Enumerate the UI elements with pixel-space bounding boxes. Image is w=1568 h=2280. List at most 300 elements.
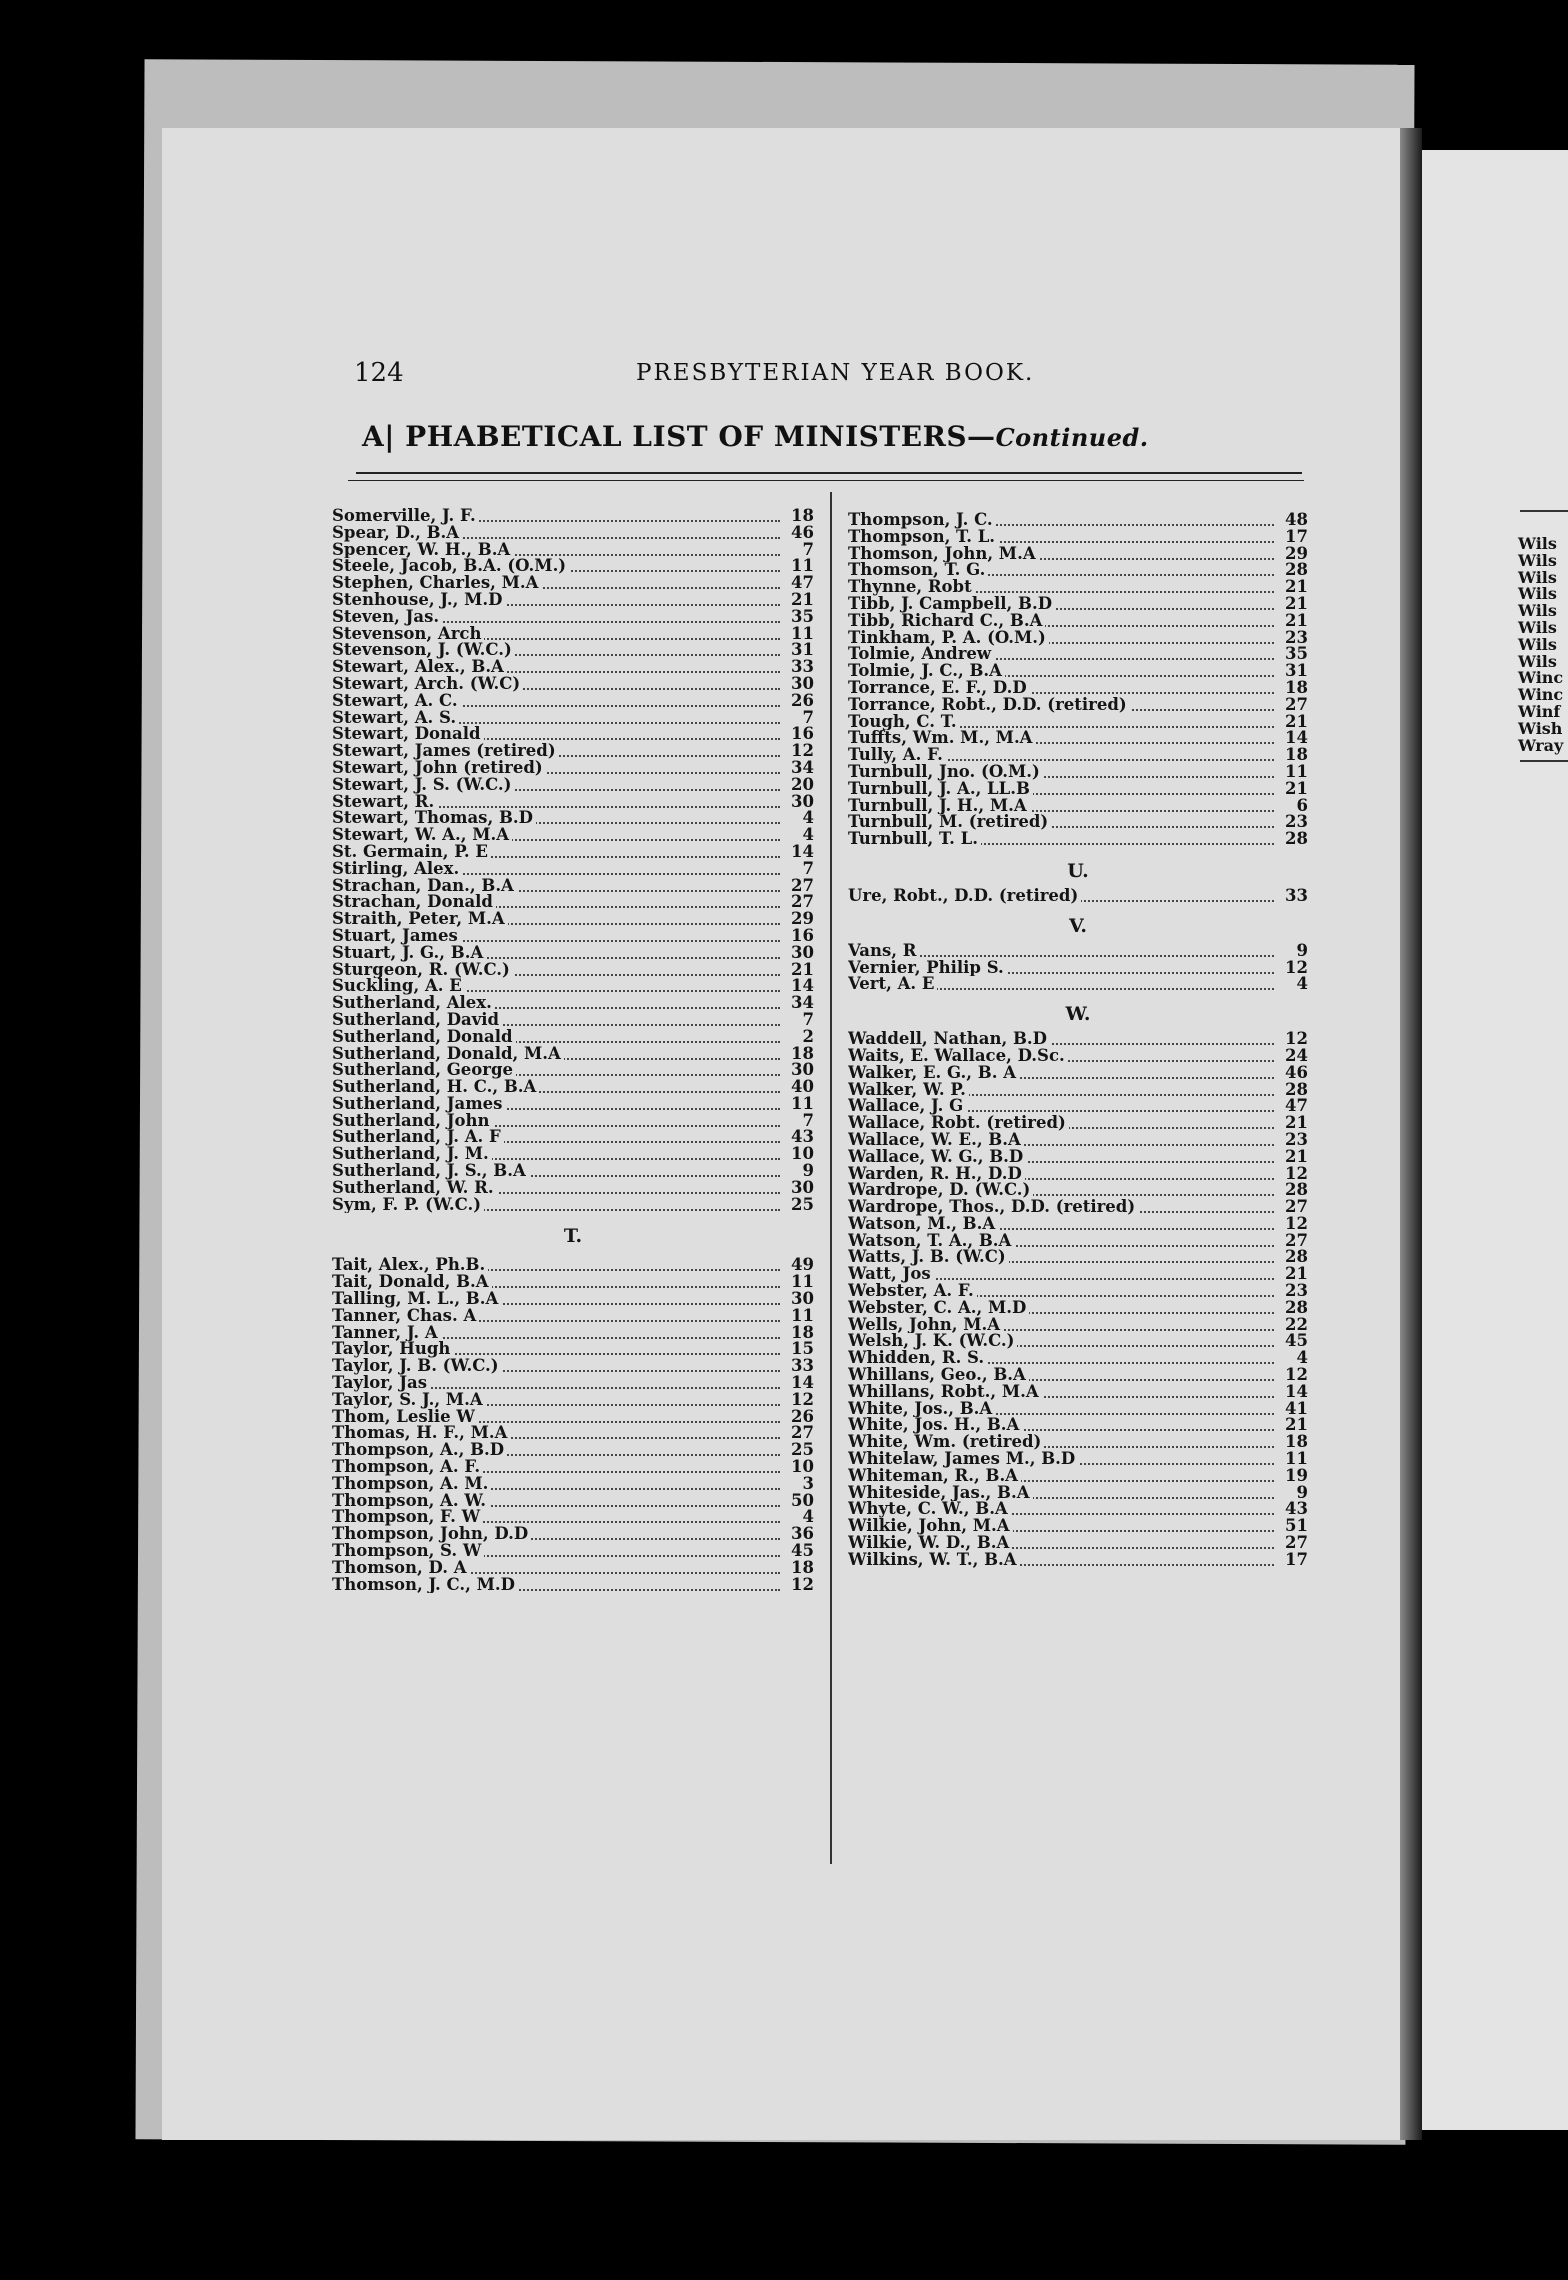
index-entry [848,1468,1308,1485]
index-entry [332,1146,814,1163]
presbytery-number: 28 [1276,1182,1308,1199]
index-entry [332,609,814,626]
index-entry [332,508,814,525]
presbytery-number: 14 [782,1375,814,1392]
minister-name: Torrance, Robt., D.D. (retired) [848,697,1130,714]
index-entry [848,562,1308,579]
section-heading-w: W. [1065,1003,1091,1026]
presbytery-number: 30 [782,1180,814,1197]
index-entry [332,1358,814,1375]
minister-name: Wilkie, John, M.A [848,1518,1013,1535]
index-entry [332,626,814,643]
minister-name: Ure, Robt., D.D. (retired) [848,888,1081,905]
left-column [332,508,814,1593]
presbytery-number: 6 [1276,798,1308,815]
presbytery-number: 27 [782,1425,814,1442]
index-entry [848,1300,1308,1317]
minister-name: Thomson, D. A [332,1560,470,1577]
index-entry [332,1291,814,1308]
index-entry [848,512,1308,529]
presbytery-number: 18 [1276,680,1308,697]
presbytery-number: 12 [782,1392,814,1409]
minister-name: Straith, Peter, M.A [332,911,508,928]
minister-name: Turnbull, Jno. (O.M.) [848,764,1043,781]
presbytery-number: 2 [782,1029,814,1046]
index-entry [332,928,814,945]
index-entry [848,1501,1308,1518]
index-entry [332,1029,814,1046]
minister-name: Wallace, Robt. (retired) [848,1115,1069,1132]
index-entry [332,659,814,676]
presbytery-number: 33 [782,1358,814,1375]
minister-name: Steven, Jas. [332,609,442,626]
minister-name: Thomson, John, M.A [848,546,1039,563]
minister-name: Sutherland, J. A. F [332,1129,504,1146]
presbytery-number: 48 [1276,512,1308,529]
minister-name: Wardrope, Thos., D.D. (retired) [848,1199,1138,1216]
section-heading-t: T. [563,1225,583,1248]
presbytery-number: 43 [1276,1501,1308,1518]
minister-name: Turnbull, M. (retired) [848,814,1051,831]
presbytery-number: 21 [1276,596,1308,613]
index-entry [332,962,814,979]
minister-name: Vernier, Philip S. [848,960,1007,977]
presbytery-number: 27 [1276,1233,1308,1250]
index-entry [332,1197,814,1214]
minister-name: Webster, A. F. [848,1283,977,1300]
presbytery-number: 7 [782,710,814,727]
index-entry [332,894,814,911]
presbytery-number: 30 [782,794,814,811]
minister-name: Watt, Jos [848,1266,934,1283]
index-entry [848,730,1308,747]
index-entry [848,1216,1308,1233]
minister-name: Tough, C. T. [848,714,960,731]
minister-name: Sutherland, Alex. [332,995,495,1012]
minister-name: Whitelaw, James M., B.D [848,1451,1078,1468]
minister-name: Warden, R. H., D.D [848,1166,1025,1183]
presbytery-number: 28 [1276,1249,1308,1266]
presbytery-number: 26 [782,1409,814,1426]
presbytery-number: 9 [782,1163,814,1180]
facing-page-fragment: Wils [1518,634,1557,654]
presbytery-number: 27 [1276,1199,1308,1216]
presbytery-number: 10 [782,1459,814,1476]
minister-name: Thompson, S. W [332,1543,484,1560]
right-column [848,512,1308,1569]
index-entry [848,960,1308,977]
minister-name: Thomson, T. G. [848,562,988,579]
title-rule-top [356,472,1302,474]
list-title [362,420,1149,453]
index-entry [848,1434,1308,1451]
minister-name: Whiteman, R., B.A [848,1468,1021,1485]
index-entry [332,1577,814,1594]
presbytery-number: 21 [782,962,814,979]
minister-name: Tait, Alex., Ph.B. [332,1257,488,1274]
presbytery-number: 40 [782,1079,814,1096]
index-entry [848,1166,1308,1183]
minister-name: Sutherland, John [332,1113,493,1130]
section-heading-u: U. [1067,859,1089,882]
minister-name: Thynne, Robt [848,579,975,596]
presbytery-number: 18 [782,1560,814,1577]
presbytery-number: 15 [782,1341,814,1358]
index-entry [848,579,1308,596]
minister-name: Tully, A. F. [848,747,946,764]
presbytery-number: 47 [782,575,814,592]
page-header [354,358,1054,388]
index-entry [848,831,1308,848]
presbytery-number: 31 [782,642,814,659]
index-entry [332,1442,814,1459]
presbytery-number: 11 [782,558,814,575]
presbytery-number: 12 [1276,1216,1308,1233]
index-entry [848,697,1308,714]
running-title: PRESBYTERIAN YEAR BOOK. [636,360,1035,386]
minister-name: Stuart, J. G., B.A [332,945,486,962]
minister-name: Tuffts, Wm. M., M.A [848,730,1036,747]
entry-list-s [332,508,814,1213]
presbytery-number: 51 [1276,1518,1308,1535]
index-entry [332,978,814,995]
facing-page [1422,150,1568,2130]
minister-name: Wells, John, M.A [848,1317,1003,1334]
facing-page-rule-bottom [1520,760,1568,762]
index-entry [332,827,814,844]
column-divider [830,492,832,1864]
facing-page-fragment: Wils [1518,651,1557,671]
index-entry [848,529,1308,546]
minister-name: Stevenson, J. (W.C.) [332,642,515,659]
index-entry [332,575,814,592]
minister-name: Spencer, W. H., B.A [332,542,513,559]
index-entry [848,1115,1308,1132]
index-entry [332,1543,814,1560]
presbytery-number: 18 [782,1046,814,1063]
presbytery-number: 17 [1276,1552,1308,1569]
minister-name: Wilkie, W. D., B.A [848,1535,1012,1552]
presbytery-number: 33 [782,659,814,676]
title-rule-bottom [348,480,1304,481]
index-entry [332,525,814,542]
page-number: 124 [354,358,404,388]
entry-list-t-continued [848,512,1308,848]
index-entry [848,680,1308,697]
presbytery-number: 41 [1276,1401,1308,1418]
minister-name: Vert, A. E [848,976,937,993]
minister-name: Stewart, J. S. (W.C.) [332,777,514,794]
presbytery-number: 12 [1276,960,1308,977]
minister-name: Talling, M. L., B.A [332,1291,501,1308]
presbytery-number: 25 [782,1197,814,1214]
index-entry [848,1283,1308,1300]
presbytery-number: 18 [782,1325,814,1342]
minister-name: Stenhouse, J., M.D [332,592,505,609]
minister-name: Stewart, A. S. [332,710,459,727]
minister-name: Tinkham, P. A. (O.M.) [848,630,1049,647]
minister-name: Wallace, J. G [848,1098,966,1115]
index-entry [332,1079,814,1096]
index-entry [332,542,814,559]
facing-page-fragment: Wils [1518,617,1557,637]
entry-list-v [848,943,1308,993]
presbytery-number: 49 [782,1257,814,1274]
minister-name: Stephen, Charles, M.A [332,575,541,592]
facing-page-rule-top [1520,510,1568,512]
minister-name: Watts, J. B. (W.C) [848,1249,1009,1266]
minister-name: Welsh, J. K. (W.C.) [848,1333,1017,1350]
index-entry [848,976,1308,993]
minister-name: Tanner, Chas. A [332,1308,479,1325]
minister-name: Tanner, J. A [332,1325,441,1342]
index-entry [332,1012,814,1029]
presbytery-number: 27 [782,894,814,911]
index-entry [332,693,814,710]
minister-name: Tait, Donald, B.A [332,1274,492,1291]
presbytery-number: 4 [782,810,814,827]
presbytery-number: 21 [1276,1417,1308,1434]
presbytery-number: 9 [1276,1485,1308,1502]
presbytery-number: 25 [782,1442,814,1459]
index-entry [848,1199,1308,1216]
minister-name: Taylor, Jas [332,1375,430,1392]
index-entry [332,1560,814,1577]
minister-name: Sturgeon, R. (W.C.) [332,962,513,979]
index-entry [332,995,814,1012]
index-entry [848,1401,1308,1418]
index-entry [332,1113,814,1130]
facing-page-fragment: Winc [1518,668,1564,688]
index-entry [332,1046,814,1063]
facing-page-fragment: Wils [1518,534,1557,553]
presbytery-number: 16 [782,726,814,743]
presbytery-number: 34 [782,995,814,1012]
presbytery-number: 9 [1276,943,1308,960]
presbytery-number: 23 [1276,1132,1308,1149]
entry-list-w [848,1031,1308,1569]
index-entry [848,1350,1308,1367]
index-entry [332,760,814,777]
minister-name: Sutherland, H. C., B.A [332,1079,539,1096]
presbytery-number: 11 [782,1308,814,1325]
presbytery-number: 28 [1276,562,1308,579]
index-entry [332,861,814,878]
index-entry [332,1392,814,1409]
page-gutter-shadow [1400,128,1422,2140]
section-heading-v: V. [1068,914,1088,937]
presbytery-number: 17 [1276,529,1308,546]
minister-name: Tibb, J. Campbell, B.D [848,596,1055,613]
presbytery-number: 7 [782,861,814,878]
index-entry [848,1333,1308,1350]
minister-name: Sutherland, W. R. [332,1180,497,1197]
facing-page-fragment: Wils [1518,567,1557,587]
presbytery-number: 29 [1276,546,1308,563]
minister-name: Thompson, A. M. [332,1476,491,1493]
presbytery-number: 11 [782,626,814,643]
index-entry [332,676,814,693]
minister-name: Turnbull, T. L. [848,831,981,848]
minister-name: Thompson, A. W. [332,1493,489,1510]
index-entry [848,1182,1308,1199]
facing-page-fragment: Winc [1518,685,1564,705]
minister-name: Thompson, A., B.D [332,1442,507,1459]
presbytery-number: 12 [1276,1031,1308,1048]
presbytery-number: 21 [1276,579,1308,596]
index-entry [848,1149,1308,1166]
index-entry [332,911,814,928]
presbytery-number: 11 [782,1274,814,1291]
presbytery-number: 12 [782,743,814,760]
index-entry [332,1274,814,1291]
minister-name: Vans, R [848,943,919,960]
index-entry [332,1129,814,1146]
index-entry [848,1132,1308,1149]
index-entry [332,1163,814,1180]
index-entry [848,1266,1308,1283]
presbytery-number: 20 [782,777,814,794]
minister-name: Thompson, A. F. [332,1459,483,1476]
minister-name: Thompson, T. L. [848,529,998,546]
minister-name: Turnbull, J. A., LL.B [848,781,1033,798]
facing-page-text [1518,536,1563,754]
presbytery-number: 19 [1276,1468,1308,1485]
minister-name: Whillans, Robt., M.A [848,1384,1042,1401]
minister-name: Whiteside, Jas., B.A [848,1485,1033,1502]
minister-name: Whyte, C. W., B.A [848,1501,1011,1518]
presbytery-number: 30 [782,1062,814,1079]
presbytery-number: 35 [1276,646,1308,663]
minister-name: Sym, F. P. (W.C.) [332,1197,484,1214]
presbytery-number: 34 [782,760,814,777]
presbytery-number: 43 [782,1129,814,1146]
presbytery-number: 21 [1276,1266,1308,1283]
list-title-main: A| PHABETICAL LIST OF MINISTERS— [362,420,996,453]
index-entry [332,1459,814,1476]
index-entry [848,1552,1308,1569]
presbytery-number: 24 [1276,1048,1308,1065]
facing-page-fragment: Wils [1518,550,1557,570]
index-entry [848,814,1308,831]
index-entry [332,642,814,659]
index-entry [332,1526,814,1543]
minister-name: Sutherland, J. M. [332,1146,492,1163]
facing-page-fragment: Wils [1518,601,1557,621]
list-title-continued: Continued. [995,423,1149,452]
entry-list-u [848,888,1308,905]
index-entry [332,1062,814,1079]
minister-name: Stevenson, Arch [332,626,484,643]
index-entry [332,810,814,827]
presbytery-number: 22 [1276,1317,1308,1334]
presbytery-number: 7 [782,1012,814,1029]
index-entry [848,943,1308,960]
minister-name: Stirling, Alex. [332,861,462,878]
presbytery-number: 4 [1276,976,1308,993]
minister-name: Sutherland, J. S., B.A [332,1163,529,1180]
presbytery-number: 21 [782,592,814,609]
index-entry [848,714,1308,731]
index-entry [332,1096,814,1113]
index-entry [332,1476,814,1493]
minister-name: Wallace, W. E., B.A [848,1132,1024,1149]
presbytery-number: 46 [1276,1065,1308,1082]
minister-name: Taylor, J. B. (W.C.) [332,1358,502,1375]
minister-name: Watson, M., B.A [848,1216,998,1233]
presbytery-number: 12 [1276,1166,1308,1183]
presbytery-number: 23 [1276,630,1308,647]
presbytery-number: 18 [782,508,814,525]
presbytery-number: 12 [782,1577,814,1594]
presbytery-number: 45 [1276,1333,1308,1350]
minister-name: Taylor, Hugh [332,1341,453,1358]
minister-name: Stewart, Alex., B.A [332,659,507,676]
minister-name: White, Wm. (retired) [848,1434,1044,1451]
minister-name: Sutherland, Donald, M.A [332,1046,564,1063]
presbytery-number: 3 [782,1476,814,1493]
presbytery-number: 33 [1276,888,1308,905]
index-entry [848,1417,1308,1434]
minister-name: Sutherland, James [332,1096,505,1113]
presbytery-number: 11 [782,1096,814,1113]
minister-name: Thompson, John, D.D [332,1526,531,1543]
minister-name: Sutherland, George [332,1062,516,1079]
index-entry [332,558,814,575]
presbytery-number: 18 [1276,1434,1308,1451]
index-entry [332,1257,814,1274]
index-entry [848,1031,1308,1048]
presbytery-number: 47 [1276,1098,1308,1115]
index-entry [848,1098,1308,1115]
minister-name: Sutherland, Donald [332,1029,516,1046]
minister-name: White, Jos., B.A [848,1401,995,1418]
minister-name: Webster, C. A., M.D [848,1300,1029,1317]
minister-name: Stewart, W. A., M.A [332,827,512,844]
index-entry [848,1048,1308,1065]
presbytery-number: 11 [1276,764,1308,781]
presbytery-number: 14 [1276,1384,1308,1401]
minister-name: Tolmie, J. C., B.A [848,663,1005,680]
presbytery-number: 4 [782,1509,814,1526]
presbytery-number: 21 [1276,1149,1308,1166]
presbytery-number: 14 [782,978,814,995]
minister-name: Stewart, James (retired) [332,743,559,760]
index-entry [332,945,814,962]
index-entry [848,663,1308,680]
minister-name: St. Germain, P. E [332,844,491,861]
minister-name: Thomas, H. F., M.A [332,1425,510,1442]
index-entry [848,1367,1308,1384]
minister-name: Strachan, Dan., B.A [332,878,517,895]
minister-name: Thomson, J. C., M.D [332,1577,518,1594]
minister-name: Stewart, R. [332,794,437,811]
index-entry [848,1233,1308,1250]
minister-name: Strachan, Donald [332,894,496,911]
index-entry [332,844,814,861]
index-entry [848,646,1308,663]
index-entry [332,1325,814,1342]
index-entry [332,1493,814,1510]
minister-name: Thom, Leslie W [332,1409,478,1426]
index-entry [332,1375,814,1392]
presbytery-number: 30 [782,945,814,962]
index-entry [332,1180,814,1197]
presbytery-number: 30 [782,676,814,693]
minister-name: Stewart, Arch. (W.C) [332,676,523,693]
index-entry [332,794,814,811]
presbytery-number: 18 [1276,747,1308,764]
